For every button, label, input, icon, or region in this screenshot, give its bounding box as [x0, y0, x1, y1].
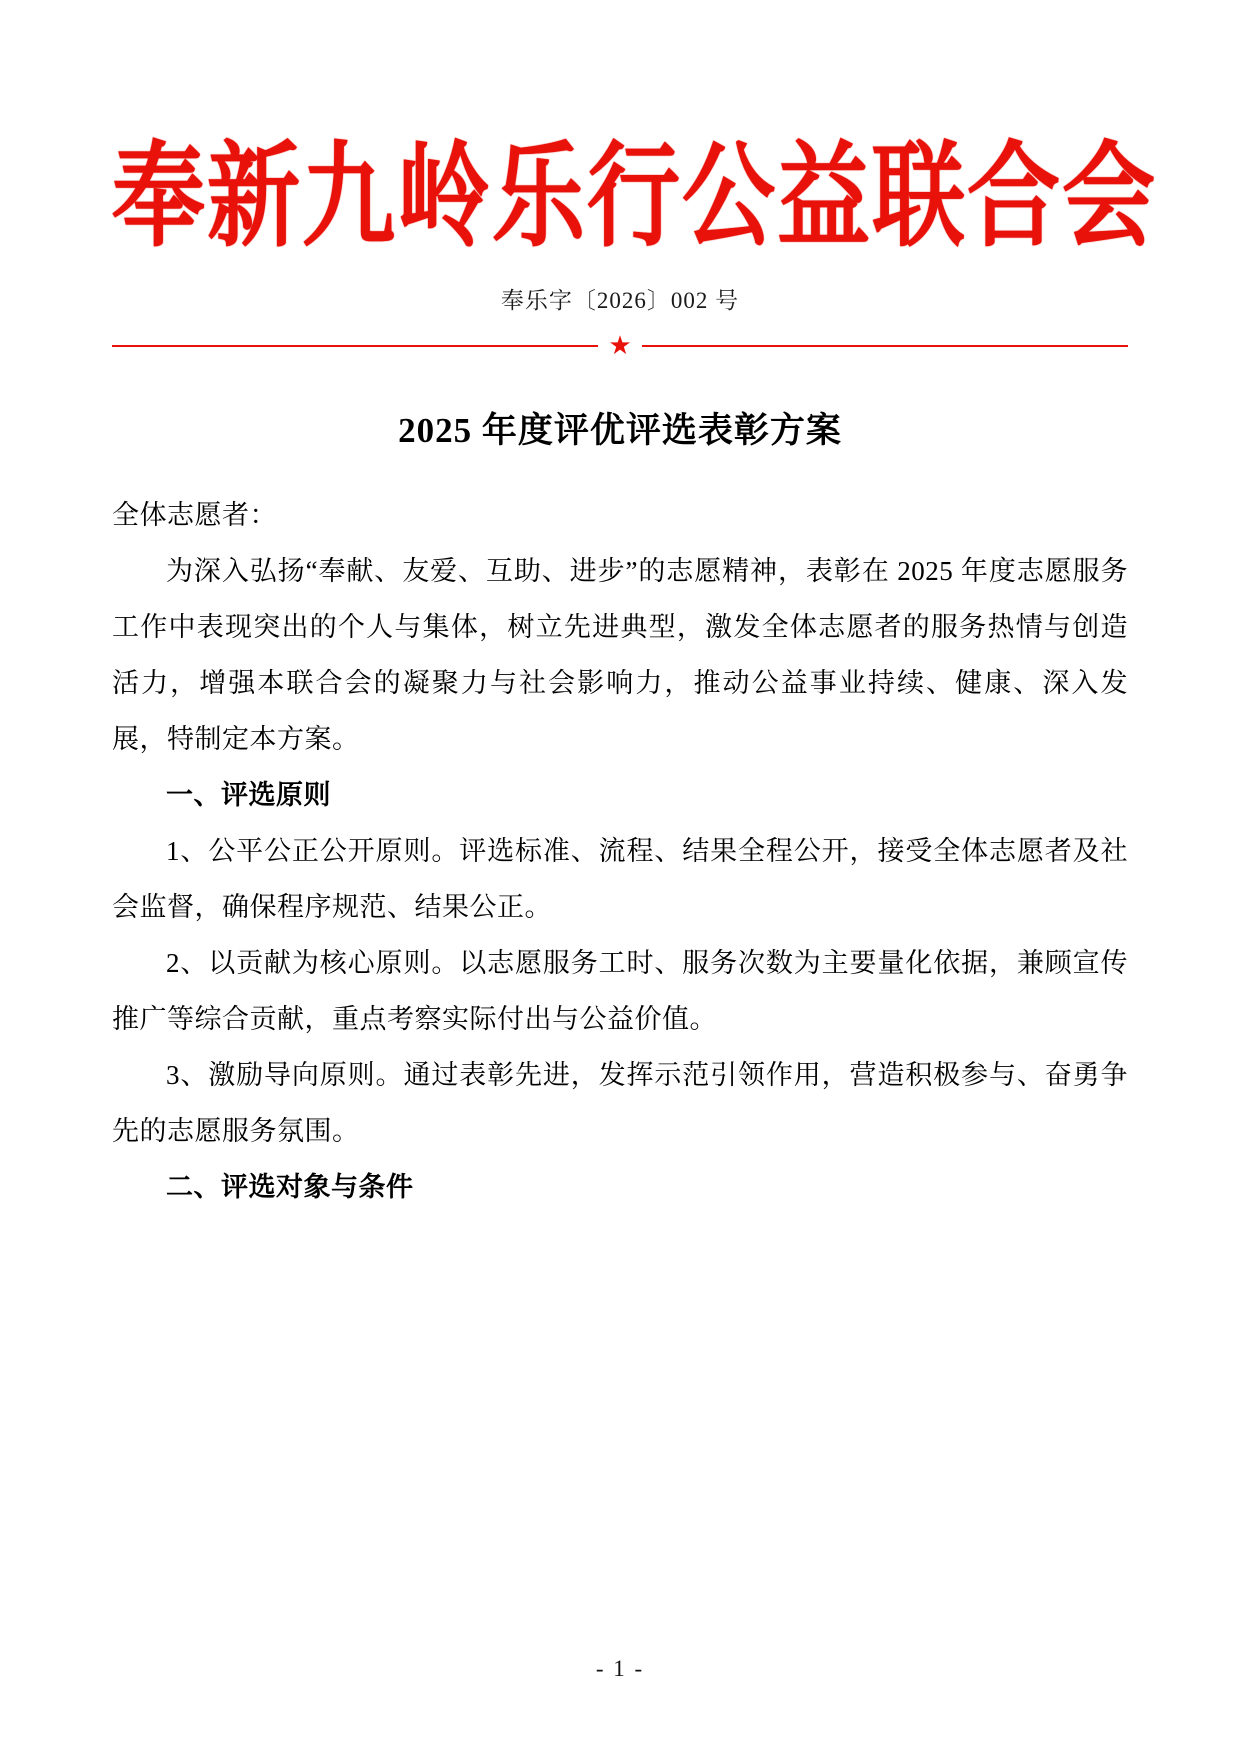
intro-paragraph: 为深入弘扬“奉献、友爱、互助、进步”的志愿精神，表彰在 2025 年度志愿服务工作中表现突出的个人与集体，树立先进典型，激发全体志愿者的服务热情与创造活力，增强本联合会的凝聚力与社会影响力，推动公益事业持续、健康、深入发展，特制定本方案。	[112, 556, 1128, 755]
section-heading-2: 二、评选对象与条件	[166, 1172, 414, 1203]
organization-title: 奉新九岭乐行公益联合会	[112, 135, 1157, 262]
star-icon: ★	[608, 331, 632, 361]
document-number: 奉乐字〔2026〕002 号	[500, 288, 740, 314]
document-body	[112, 487, 1128, 1215]
section-1-item-3: 3、激励导向原则。通过表彰先进，发挥示范引领作用，营造积极参与、奋勇争先的志愿服务氛围。	[112, 1060, 1128, 1147]
rule-line-right	[642, 345, 1128, 347]
section-1-item-2: 2、以贡献为核心原则。以志愿服务工时、服务次数为主要量化依据，兼顾宣传推广等综合贡献，重点考察实际付出与公益价值。	[112, 948, 1128, 1035]
page-title: 2025 年度评优评选表彰方案	[398, 411, 842, 451]
section-1-item-1: 1、公平公正公开原则。评选标准、流程、结果全程公开，接受全体志愿者及社会监督，确保程序规范、结果公正。	[112, 836, 1128, 923]
salutation: 全体志愿者：	[112, 500, 277, 531]
document-header	[112, 0, 1157, 361]
page-number: - 1 -	[595, 1656, 645, 1681]
section-heading-1: 一、评选原则	[166, 780, 331, 811]
rule-line-left	[112, 345, 598, 347]
red-header-rule	[112, 333, 1128, 359]
